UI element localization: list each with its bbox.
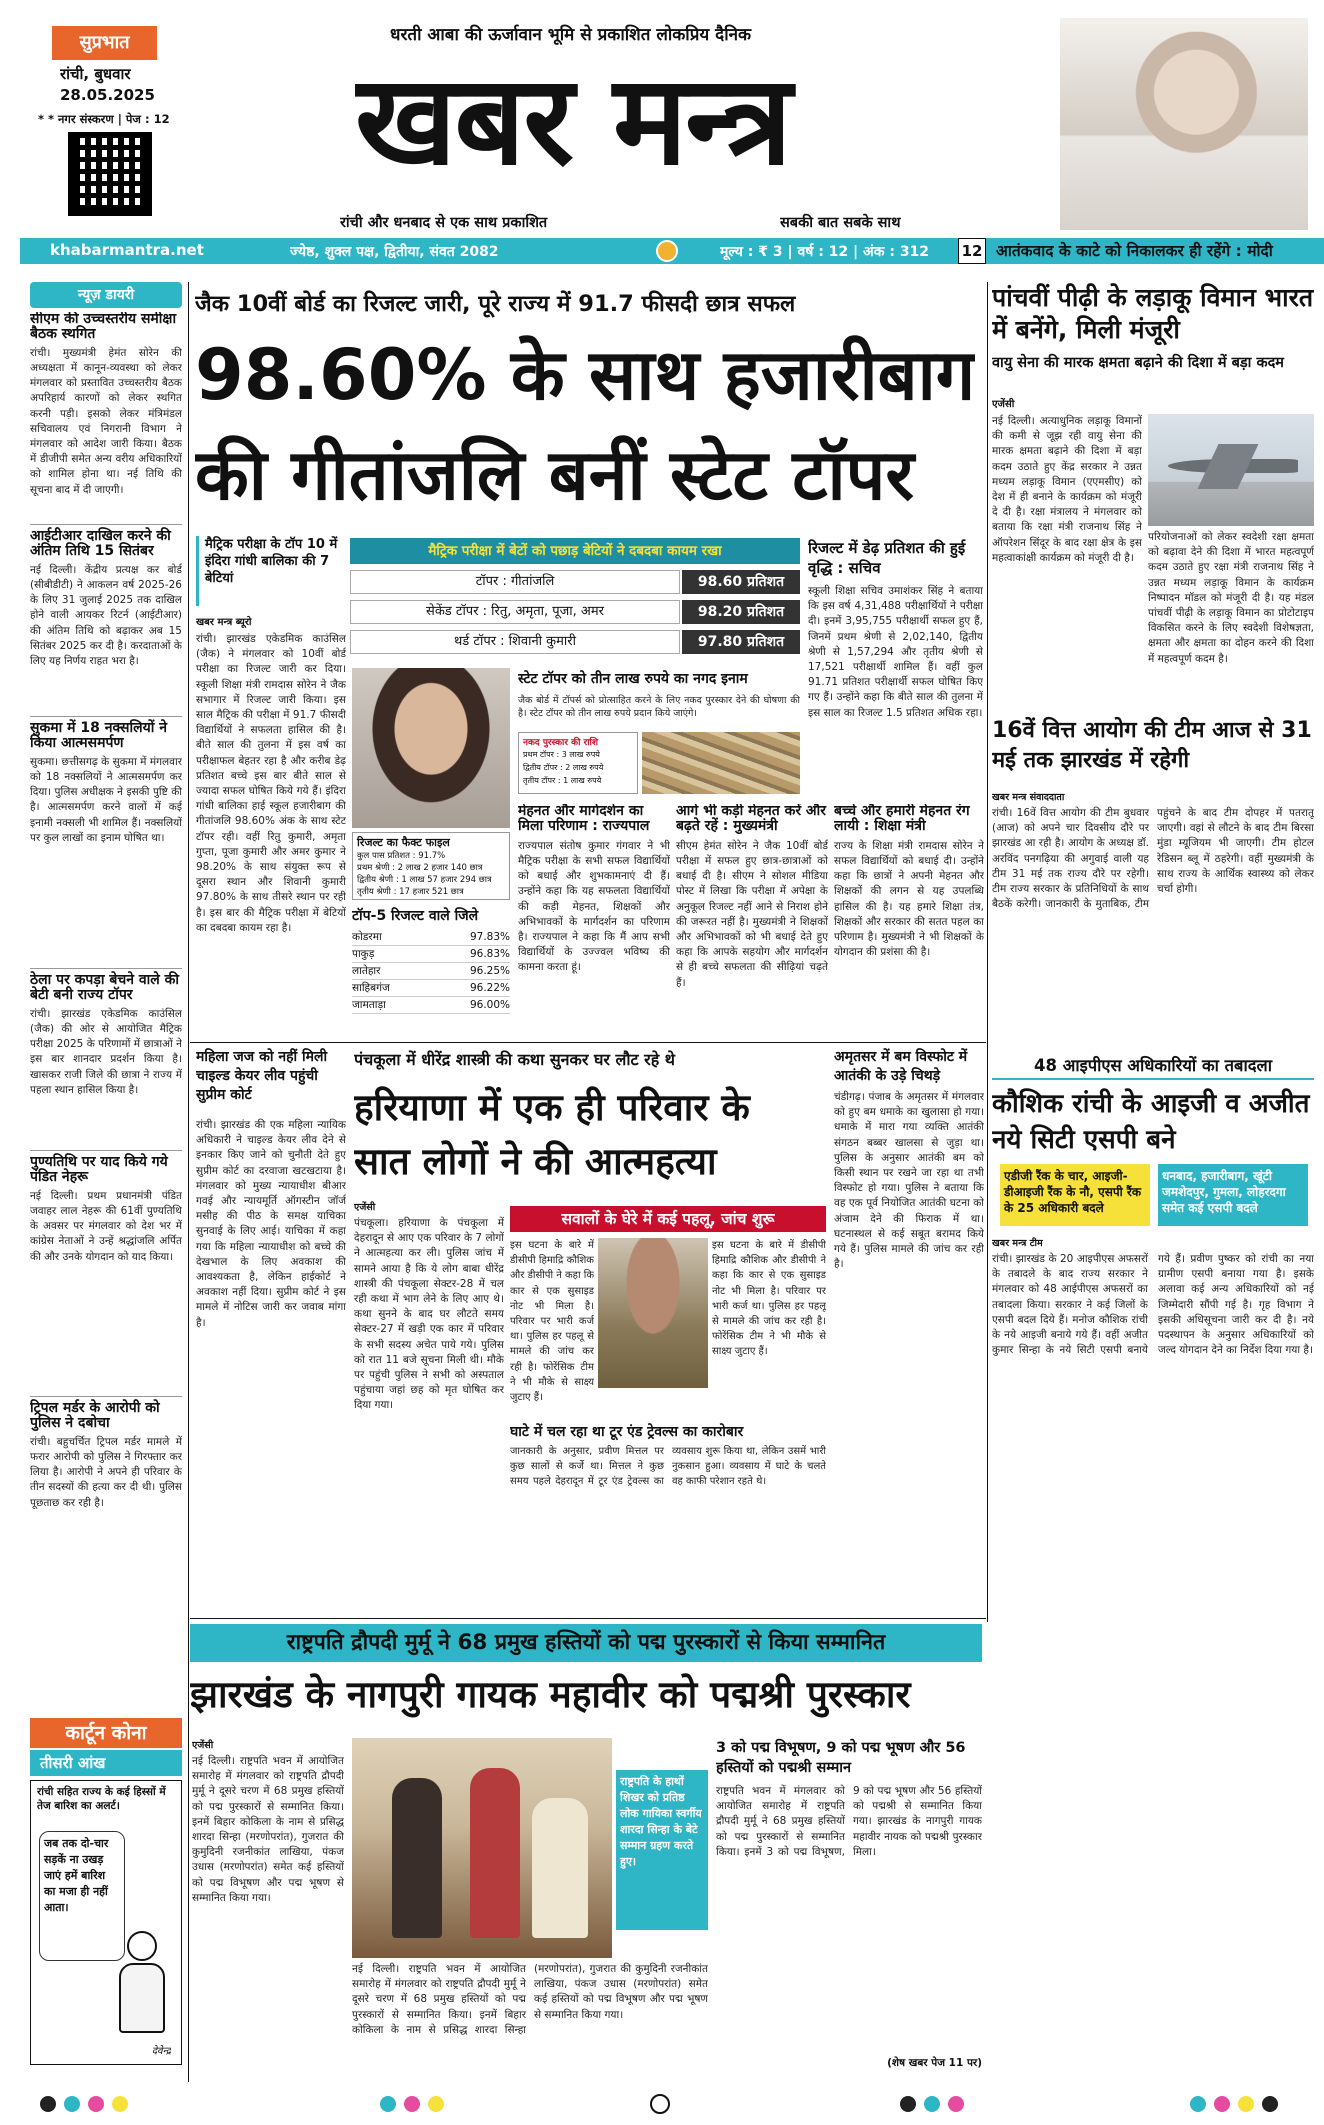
cartoon-corner [30,1718,182,2068]
padma-kicker: राष्ट्रपति द्रौपदी मुर्मू ने 68 प्रमुख हस्तियों को पद्म पुरस्कारों से किया सम्मानित [190,1624,982,1662]
lead-headline-2: की गीतांजलि बनीं स्टेट टॉपर [195,434,915,516]
padma-body-1b: नई दिल्ली। राष्ट्रपति भवन में आयोजित समारोह में मंगलवार को राष्ट्रपति द्रौपदी मुर्मू ने दूसरे चरण में 68 प्रमुख हस्तियों को पद्म पुरस्कारों से सम्मानित किया। इनमें बिहार कोकिला के नाम से प्रसिद्ध शारदा सिन्हा (मरणोपरांत), गुजरात की कुमुदिनी रजनीकांत लाखिया, पंकज उधास (मरणोपरांत) समेत कई हस्तियों को पद्म विभूषण और पद्म भूषण से सम्मानित किया गया। [352,1963,708,2036]
headline-ticker: आतंकवाद के काटे को निकालकर ही रहेंगे : मोदी [988,238,1324,264]
cartoon-caption: रांची सहित राज्य के कई हिस्सों में तेज बारिश का अलर्ट। [37,1786,166,1812]
padma-photo [352,1738,612,1958]
right-top-body-1: नई दिल्ली। अत्याधुनिक लड़ाकू विमानों की कमी से जूझ रही वायु सेना की मारक क्षमता बढ़ाने की दिशा में बड़ा कदम उठाते हुए केंद्र सरकार ने उन्नत मध्यम लड़ाकू विमान (एएमसीए) को देश में ही बनाने के कार्यक्रम को मंजूरी दे दी है। रक्षा मंत्रालय ने मंगलवार को बताया कि रक्षा मंत्री राजनाथ सिंह ने ऑपरेशन सिंदूर के बाद रक्षा क्षेत्र के इस महत्वाकांक्षी कार्यक्रम को मंजूरी दी है। [992,415,1142,564]
edition-info: * * नगर संस्करण | पेज : 12 [38,112,170,126]
mini-column-body: सीएम हेमंत सोरेन ने जैक 10वीं बोर्ड परीक्षा में सफल हुए छात्र-छात्राओं को बधाई दी है। सीएम ने सोशल मीडिया पोस्ट में लिखा कि परीक्षा में अपेक्षा के अनुकूल रिजल्ट नहीं आने से निराश होने की जरूरत नहीं है। मुख्यमंत्री ने शिक्षकों और अभिभावकों को भी बधाई देते हुए कहा कि आपके सहयोग और मार्गदर्शन से ही बच्चे सफलता की सीढ़ियां चढ़ते हैं। [676,839,828,989]
edition-badge: सुप्रभात [52,26,157,60]
padma-body-2: राष्ट्रपति भवन में मंगलवार को आयोजित समारोह में राष्ट्रपति द्रौपदी मुर्मू ने 68 प्रमुख हस्तियों को पद्म पुरस्कारों से सम्मानित किया। इनमें 3 को पद्म विभूषण, 9 को पद्म भूषण और 56 हस्तियों को पद्मश्री से सम्मानित किया गया। झारखंड के नागपुरी गायक महावीर नायक को पद्मश्री पुरस्कार मिला। [716,1785,982,1858]
top5-row: जामताड़ा 96.00% [352,997,510,1014]
top5-row: साहिबगंज 96.22% [352,980,510,997]
prize-headline: स्टेट टॉपर को तीन लाख रुपये का नगद इनाम [518,671,748,687]
panchang: ज्येष्ठ, शुक्ल पक्ष, द्वितीया, संवत 2082 [290,244,499,260]
cartoon-sublabel: तीसरी आंख [30,1750,182,1776]
prize-box-line: द्वितीय टॉपर : 2 लाख रुपये [523,763,604,772]
lead-kicker: जैक 10वीं बोर्ड का रिजल्ट जारी, पूरे राज्य में 91.7 फीसदी छात्र सफल [195,291,796,317]
cartoon-panel [30,1780,182,2065]
finance-body: रांची। 16वें वित्त आयोग की टीम बुधवार (आज) को अपने चार दिवसीय दौरे पर झारखंड आ रही है। आयोग के अध्यक्ष डॉ. अरविंद पनगढ़िया की अगुवाई वाली यह टीम 31 मई तक राज्य दौरे पर रहेगी। टीम राज्य सरकार के प्रतिनिधियों के साथ बैठकें करेगी। जानकारी के मुताबिक, टीम पहुंचने के बाद टीम दोपहर में पतरातू जाएगी। वहां से लौटने के बाद टीम बिरसा मुंडा म्यूजियम भी जाएगी। टीम होटल रेडिसन ब्लू में ठहरेगी। वहीं मुख्यमंत्री के साथ राज्य के आर्थिक स्वास्थ्य को लेकर चर्चा होगी। [992,807,1314,911]
haryana-box-body: इस घटना के बारे में डीसीपी हिमाद्रि कौशिक और डीसीपी ने कहा कि कार से एक सुसाइड नोट भी मिला है। परिवार पर भारी कर्ज था। पुलिस हर पहलू से मामले की जांच कर रही है। फोरेंसिक टीम ने भी मौके से साक्ष्य जुटाए हैं। [510,1240,594,1404]
result-card-line: तृतीय श्रेणी : 17 हजार 521 छात्र [357,887,464,897]
top5-row: लातेहार 96.25% [352,963,510,980]
ips-box-1: एडीजी रैंक के चार, आइजी-डीआइजी रैंक के नौ, एसपी रैंक के 25 अधिकारी बदले [1000,1164,1150,1226]
lead-byline: खबर मन्त्र ब्यूरो [196,617,252,628]
finance-headline: 16वें वित्त आयोग की टीम आज से 31 मई तक झारखंड में रहेगी [992,718,1312,773]
finance-byline: खबर मन्त्र संवाददाता [992,792,1065,803]
top5-districts [352,906,510,1036]
amritsar-body: चंडीगढ़। पंजाब के अमृतसर में मंगलवार को हुए बम धमाके का खुलासा हो गया। धमाके में मारा गया व्यक्ति आतंकी संगठन बब्बर खालसा से जुड़ा था। पुलिस के अनुसार आतंकी बम को किसी स्थान पर रखने जा रहा था तभी विस्फोट हो गया। पुलिस ने बताया कि वह एक पूर्व नियोजित आतंकी घटना को अंजाम देने की फिराक में था। घटनास्थल से कई सबूत बरामद किये गये हैं। पुलिस मामले की जांच कर रही है। [834,1091,984,1271]
website-link[interactable]: khabarmantra.net [50,241,204,259]
pass-rise-body: स्कूली शिक्षा सचिव उमाशंकर सिंह ने बताया कि इस वर्ष 4,31,488 परीक्षार्थियों ने परीक्षा दी। इनमें 3,95,755 परीक्षार्थी सफल हुए हैं, जिनमें प्रथम श्रेणी से 2,02,140, द्वितीय श्रेणी से 1,57,294 और तृतीय श्रेणी से 17,521 परीक्षार्थी शामिल हैं। वहीं कुल 91.71 प्रतिशत परीक्षार्थी सफल घोषित किए गए हैं। उन्होंने कहा कि बीते साल की तुलना में इस साल का रिजल्ट 1.5 प्रतिशत अधिक रहा। [808,585,983,719]
padma-photo-caption: राष्ट्रपति के हाथों शिखर को प्रतिष्ठ लोक गायिका स्वर्गीय शारदा सिन्हा के बेटे सम्मान ग्रहण करते हुए। [616,1770,708,1930]
haryana-headline-2: सात लोगों ने की आत्महत्या [354,1140,717,1183]
fighter-jet-photo [1148,414,1314,526]
qr-code[interactable] [68,132,152,216]
rule-left [188,282,189,2082]
masthead-subline-right: सबकी बात सबके साथ [780,215,901,231]
amritsar-headline: अमृतसर में बम विस्फोट में आतंकी के उड़े चिथड़े [834,1049,968,1084]
judge-headline: महिला जज को नहीं मिली चाइल्ड केयर लीव पहुंची सुप्रीम कोर्ट [196,1049,328,1103]
prize-box-line: तृतीय टॉपर : 1 लाख रुपये [523,776,602,785]
news-diary-column [30,282,182,1710]
toppers-table [350,538,800,658]
diary-item[interactable]: आईटीआर दाखिल करने की अंतिम तिथि 15 सितंबर नई दिल्ली। केंद्रीय प्रत्यक्ष कर बोर्ड (सीबीडीटी) ने आकलन वर्ष 2025-26 के लिए 31 जुलाई 2025 तक दाखिल होने वाली आयकर रिटर्न (आईटीआर) की अंतिम तिथि को बढ़ाकर अब 15 सितंबर 2025 कर दी है। करदाताओं के लिए यह निर्णय राहत भरा है। [30,524,182,716]
padma-byline: एजेंसी [192,1740,214,1751]
result-card-title: रिजल्ट का फैक्ट फाइल [357,836,450,849]
result-card-line: प्रथम श्रेणी : 2 लाख 2 हजार 140 छात्र [357,863,483,873]
right-top-sub: वायु सेना की मारक क्षमता बढ़ाने की दिशा में बड़ा कदम [992,355,1284,371]
result-card-line: द्वितीय श्रेणी : 1 लाख 57 हजार 294 छात्र [357,875,492,885]
haryana-box-headline: सवालों के घेरे में कई पहलू, जांच शुरू [510,1206,826,1232]
cartoon-speech: जब तक दो-चार सड़कें ना उखड़ जाएं हमें बारिश का मजा ही नहीं आता। [39,1831,125,1961]
info-bar [20,238,1020,264]
mini-column-body: राज्य के शिक्षा मंत्री रामदास सोरेन ने सफल विद्यार्थियों को बधाई दी। उन्होंने कहा कि छात्रों ने अपनी मेहनत और शिक्षकों की लगन से यह उपलब्धि हासिल की है। यह हमारे शिक्षा तंत्र, शिक्षकों और सरकार की सतत पहल का परिणाम है। मुख्यमंत्री ने भी शिक्षकों के योगदान की प्रशंसा की है। [834,839,984,959]
news-diary-label: न्यूज़ डायरी [30,282,182,308]
rule-mid [190,1042,986,1043]
issue-date: 28.05.2025 [60,86,155,104]
lead-body: रांची। झारखंड एकेडमिक काउंसिल (जैक) ने मंगलवार को 10वीं बोर्ड परीक्षा का रिजल्ट जारी कर दिया। स्कूली शिक्षा मंत्री रामदास सोरेन ने जैक सभागार में रिजल्ट जारी किया। इस साल मैट्रिक की परीक्षा में 91.7 फीसदी विद्यार्थियों ने सफलता हासिल की है। बीते साल की तुलना में इस वर्ष का परीक्षाफल बेहतर रहा है और करीब डेढ़ प्रतिशत बच्चे इस बार बीते साल से ज्यादा सफल घोषित किये गये हैं। इंदिरा गांधी बालिका हाई स्कूल हजारीबाग की गीतांजलि 98.60% अंक के साथ स्टेट टॉपर रही। वहीं रितु कुमारी, अमृता गुप्ता, पूजा कुमारी और अमर कुमार ने 98.20% के साथ संयुक्त रूप से दूसरा स्थान और शिवानी कुमारी 97.80% के साथ तीसरे स्थान पर रही है। इस बार की मैट्रिक परीक्षा में बेटियों का दबदबा कायम रहा है। [196,633,346,934]
diary-item[interactable]: पुण्यतिथि पर याद किये गये पंडित नेहरू नई दिल्ली। प्रथम प्रधानमंत्री पंडित जवाहर लाल नेहरू की 61वीं पुण्यतिथि के अवसर पर मंगलवार को देश भर में कांग्रेस नेताओं ने उन्हें श्रद्धांजलि अर्पित की और उनके योगदान को याद किया। [30,1150,182,1396]
haryana-box-body-2: इस घटना के बारे में डीसीपी हिमाद्रि कौशिक और डीसीपी ने कहा कि कार से एक सुसाइड नोट भी मिला है। परिवार पर भारी कर्ज था। पुलिस हर पहलू से मामले की जांच कर रही है। फोरेंसिक टीम ने भी मौके से साक्ष्य जुटाए हैं। [712,1240,826,1358]
ips-box-2: धनबाद, हजारीबाग, खूंटी जमशेदपुर, गुमला, लोहरदगा समेत कई एसपी बदले [1158,1164,1308,1226]
masthead-tagline: धरती आबा की ऊर्जावान भूमि से प्रकाशित लोकप्रिय दैनिक [390,25,752,45]
cartoon-signature: देवेन्द्र [151,2046,171,2057]
mini-column [518,804,670,1036]
cartoon-label: कार्टून कोना [30,1718,182,1748]
ips-body: रांची। झारखंड के 20 आइपीएस अफसरों के तबादले के बाद राज्य सरकार ने मंगलवार को 48 आईपीएस अफसरों का तबादला किया। सरकार ने कई जिलों के एसपी बदल दिये हैं। मनोज कौशिक रांची के नये आइजी बनाये गये हैं। वहीं अजीत कुमार सिन्हा के नये सिटी एसपी बनाये गये हैं। प्रवीण पुष्कर को रांची का नया ग्रामीण एसपी बनाया गया है। इसके अलावा कई अन्य अधिकारियों को नई जिम्मेदारी सौंपी गई है। गृह विभाग ने इसकी अधिसूचना जारी कर दी है। नये पदस्थापन के अनुसार अधिकारियों को जल्द योगदान देने का निर्देश दिया गया है। [992,1253,1314,1357]
prize-box-title: नकद पुरस्कार की राशि [523,738,599,748]
haryana-byline: एजेंसी [354,1202,376,1213]
toppers-row: टॉपर : गीतांजलि [350,570,680,594]
rule-right [987,282,988,1622]
city-day: रांची, बुधवार [60,65,131,83]
right-top-headline: पांचवीं पीढ़ी के लड़ाकू विमान भारत में बनेंगे, मिली मंजूरी [992,283,1314,344]
mini-column-head: बच्चे और हमारी मेहनत रंग लायी : शिक्षा मंत्री [834,804,970,835]
padma-headline: झारखंड के नागपुरी गायक महावीर को पद्मश्री पुरस्कार [190,1673,911,1716]
lead-side-note: मैट्रिक परीक्षा के टॉप 10 में इंदिरा गांधी बालिका की 7 बेटियां [196,536,346,606]
result-fact-card [352,832,510,900]
haryana-body: पंचकूला। हरियाणा के पंचकूला में देहरादून से आए एक परिवार के 7 लोगों ने आत्महत्या कर ली। पुलिस जांच में सामने आया है कि ये लोग बाबा धीरेंद्र शास्त्री की पंचकूला सेक्टर-28 में चल रही कथा में भाग लेने के लिए आए थे। कथा सुनने के बाद घर लौटते समय सेक्टर-27 में खड़ी एक कार में परिवार के सभी सदस्य अचेत पाये गये। पुलिस को रात 11 बजे सूचना मिली थी। मौके पर पहुंची पुलिस ने सभी को अस्पताल पहुंचाया जहां छह को मृत घोषित कर दिया गया। [354,1217,504,1412]
police-officer-photo [598,1238,708,1388]
mini-column-head: आगे भी कड़ी मेहनत करें और बढ़ते रहें : मुख्यमंत्री [676,804,826,835]
top5-title: टॉप-5 रिजल्ट वाले जिले [352,908,479,924]
topper-photo [352,668,510,828]
mini-column [676,804,828,1036]
ips-headline: कौशिक रांची के आइजी व अजीत नये सिटी एसपी बने [992,1089,1310,1155]
padma-continued: (शेष खबर पेज 11 पर) [887,2057,982,2069]
pass-rise-headline: रिजल्ट में डेढ़ प्रतिशत की हुई वृद्धि : सचिव [808,539,966,577]
toppers-value: 97.80 प्रतिशत [682,630,800,654]
right-top-byline: एजेंसी [992,399,1015,410]
ips-kicker: 48 आइपीएस अधिकारियों का तबादला [992,1052,1314,1080]
toppers-row: थर्ड टॉपर : शिवानी कुमारी [350,630,680,654]
cash-photo [642,732,800,794]
logo-icon [656,240,678,262]
padma-body-1: नई दिल्ली। राष्ट्रपति भवन में आयोजित समारोह में मंगलवार को राष्ट्रपति द्रौपदी मुर्मू ने दूसरे चरण में 68 प्रमुख हस्तियों को पद्म पुरस्कारों से सम्मानित किया। इनमें बिहार कोकिला के नाम से प्रसिद्ध शारदा सिन्हा (मरणोपरांत), गुजरात की कुमुदिनी रजनीकांत लाखिया, पंकज उधास (मरणोपरांत) समेत कई हस्तियों को पद्म विभूषण और पद्म भूषण से सम्मानित किया गया। [192,1755,344,1904]
rule-padma [190,1618,986,1619]
newspaper-title: खबर मन्त्र [355,49,791,193]
masthead [0,0,1324,237]
ips-byline: खबर मन्त्र टीम [992,1238,1043,1249]
portrait-photo [1060,18,1308,230]
prize-box [518,732,638,794]
top5-row: पाकुड़ 96.83% [352,946,510,963]
diary-item[interactable]: ट्रिपल मर्डर के आरोपी को पुलिस ने दबोचा रांची। बहुचर्चित ट्रिपल मर्डर मामले में फरार आरोपी को पुलिस ने गिरफ्तार कर लिया है। आरोपी ने अपने ही परिवार के तीन सदस्यों की हत्या कर दी थी। पुलिस पूछताछ कर रही है। [30,1396,182,1696]
top5-row: कोडरमा 97.83% [352,929,510,946]
diary-item[interactable]: ठेला पर कपड़ा बेचने वाले की बेटी बनी राज्य टॉपर रांची। झारखंड एकेडमिक काउंसिल (जैक) की ओर से आयोजित मैट्रिक परीक्षा 2025 के परिणामों में छात्राओं ने इस बार शानदार प्रदर्शन किया है। खासकर राजी जिले की छात्रा ने राज्य में पहला स्थान हासिल किया है। [30,968,182,1150]
lead-headline-1: 98.60% के साथ हजारीबाग [195,334,975,416]
mini-column-head: मेहनत और मार्गदर्शन का मिला परिणाम : राज्यपाल [518,804,650,835]
padma-subhead: 3 को पद्म विभूषण, 9 को पद्म भूषण और 56 हस्तियों को पद्मश्री सम्मान [716,1740,966,1776]
page-count: 12 [958,238,986,264]
diary-item[interactable]: सुकमा में 18 नक्सलियों ने किया आत्मसमर्पण सुकमा। छत्तीसगढ़ के सुकमा में मंगलवार को 18 नक्सलियों ने आत्मसमर्पण कर दिया। पुलिस अधीक्षक ने इसकी पुष्टि की है। आत्मसमर्पण करने वालों में कई इनामी नक्सली भी शामिल हैं। नक्सलियों पर कुल लाखों का इनाम घोषित था। [30,716,182,968]
prize-body: जैक बोर्ड में टॉपर्स को प्रोत्साहित करने के लिए नकद पुरस्कार देने की घोषणा की है। स्टेट टॉपर को तीन लाख रुपये प्रदान किये जाएंगे। [518,695,800,719]
mini-column-body: राज्यपाल संतोष कुमार गंगवार ने भी मैट्रिक परीक्षा के सभी सफल विद्यार्थियों को बधाई और शुभकामनाएं दी हैं। उन्होंने कहा कि यह सफलता विद्यार्थियों की कड़ी मेहनत, शिक्षकों और अभिभावकों के मार्गदर्शन का परिणाम है। राज्यपाल ने कहा कि मैं आप सभी विद्यार्थियों के उज्ज्वल भविष्य की कामना करता हूं। [518,839,670,974]
mini-column [834,804,984,1036]
haryana-headline-1: हरियाणा में एक ही परिवार के [354,1086,750,1129]
haryana-kicker: पंचकूला में धीरेंद्र शास्त्री की कथा सुनकर घर लौट रहे थे [354,1050,675,1069]
right-top-body-2: परियोजनाओं को लेकर स्वदेशी रक्षा क्षमता को बढ़ावा देने की दिशा में भारत महत्वपूर्ण कदम उठाते हुए रक्षा मंत्री राजनाथ सिंह ने उन्नत मध्यम लड़ाकू विमान के कार्यक्रम निष्पादन मॉडल को मंजूरी दी है। यह मंडल पांचवीं पीढ़ी के लड़ाकू विमान का प्रोटोटाइप विकसित करने के लिए स्वदेशी विशेषज्ञता, क्षमता और क्षमता का दोहन करने की दिशा में महत्वपूर्ण कदम है। [1148,531,1314,665]
toppers-header: मैट्रिक परीक्षा में बेटों को पछाड़ बेटियों ने दबदबा कायम रखा [350,538,800,564]
news-diary-items [30,312,182,1707]
result-card-line: कुल पास प्रतिशत : 91.7% [357,851,446,861]
color-registration-bar [40,2094,1290,2114]
toppers-value: 98.20 प्रतिशत [682,600,800,624]
haryana-subbody: जानकारी के अनुसार, प्रवीण मित्तल पर कुछ सालों से कर्जे था। मित्तल ने कुछ समय पहले देहरादून में टूर एंड ट्रेवल्स का व्यवसाय शुरू किया था, लेकिन उसमें भारी नुकसान हुआ। व्यवसाय में घाटे के चलते वह काफी परेशान रहते थे। [510,1446,826,1488]
judge-body: रांची। झारखंड की एक महिला न्यायिक अधिकारी ने चाइल्ड केयर लीव देने से इनकार किए जाने को चुनौती देते हुए सुप्रीम कोर्ट का दरवाजा खटखटाया है। मंगलवार को मुख्य न्यायाधीश बीआर गवई और न्यायमूर्ति ऑगस्टीन जॉर्ज मसीह की पीठ के समक्ष याचिका सुनवाई के लिए आई। याचिका में कहा गया कि महिला न्यायाधीश को बच्चे की देखभाल के लिए अवकाश की आवश्यकता है, लेकिन हाईकोर्ट ने अवकाश नहीं दिया। सुप्रीम कोर्ट ने इस मामले में नोटिस जारी कर जवाब मांगा है। [196,1119,346,1329]
diary-item[interactable]: सीएम की उच्चस्तरीय समीक्षा बैठक स्थगित रांची। मुख्यमंत्री हेमंत सोरेन की अध्यक्षता में कानून-व्यवस्था को लेकर मंगलवार को प्रस्तावित उच्चस्तरीय बैठक अपरिहार्य कारणों को लेकर स्थगित करनी पड़ी। इसको लेकर मंत्रिमंडल सचिवालय एवं निगरानी विभाग ने मंगलवार को आदेश जारी किया। बैठक में डीजीपी समेत अन्य वरीय अधिकारियों को शामिल होना था। नई तिथि की सूचना बाद में दी जाएगी। [30,312,182,496]
haryana-subhead: घाटे में चल रहा था टूर एंड ट्रेवल्स का कारोबार [510,1424,744,1440]
prize-box-line: प्रथम टॉपर : 3 लाख रुपये [523,750,600,759]
price-info: मूल्य : ₹ 3 | वर्ष : 12 | अंक : 312 [720,244,930,260]
masthead-subline-left: रांची और धनबाद से एक साथ प्रकाशित [340,215,548,231]
toppers-value: 98.60 प्रतिशत [682,570,800,594]
toppers-row: सेकेंड टॉपर : रितु, अमृता, पूजा, अमर [350,600,680,624]
cartoon-figure [111,1931,173,2051]
